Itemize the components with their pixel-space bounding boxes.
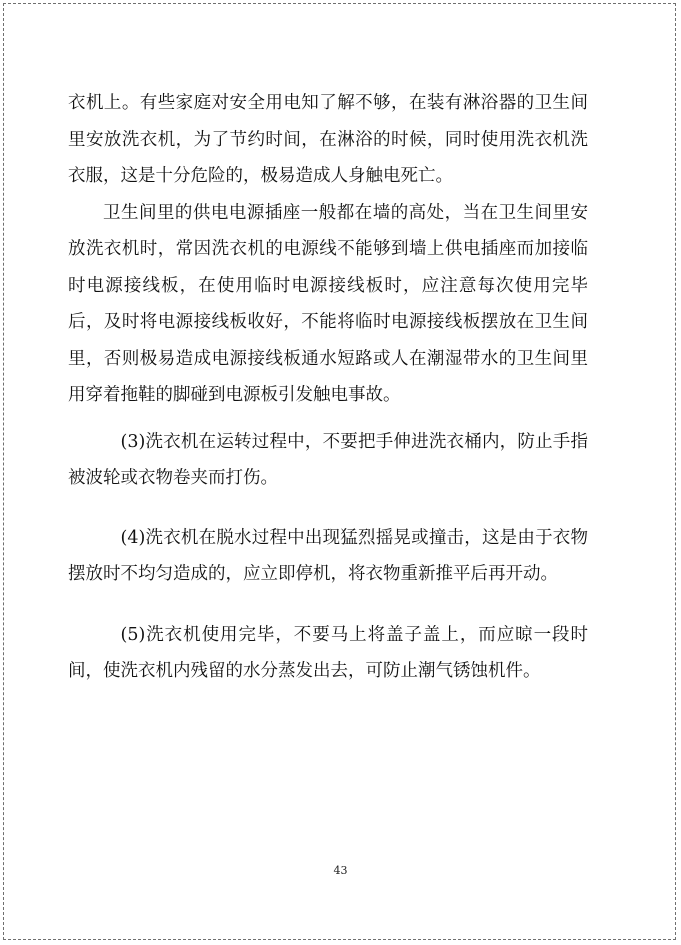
paragraph-continuation: 衣机上。有些家庭对安全用电知了解不够，在装有淋浴器的卫生间里安放洗衣机，为了节约时间，在淋浴的时候，同时使用洗衣机洗衣服，这是十分危险的，极易造成人身触电死亡。: [68, 93, 588, 186]
paragraph-socket-safety: 卫生间里的供电电源插座一般都在墙的高处，当在卫生间里安放洗衣机时，常因洗衣机的电源线不能够到墙上供电插座而加接临时电源接线板，在使用临时电源接线板时，应注意每次使用完毕后，及时将电源接线板收好，不能将临时电源接线板摆放在卫生间里，否则极易造成电源接线板通水短路或人在潮湿带水的卫生间里用穿着拖鞋的脚碰到电源板引发触电事故。: [68, 202, 588, 405]
page-number: 43: [333, 864, 348, 877]
paragraph-item-4: (4)洗衣机在脱水过程中出现猛烈摇晃或撞击，这是由于衣物摆放时不均匀造成的，应立即停机，将衣物重新推平后再开动。: [68, 527, 588, 584]
paragraph-item-3: (3)洗衣机在运转过程中，不要把手伸进洗衣桶内，防止手指被波轮或衣物卷夹而打伤。: [68, 431, 588, 488]
document-body: [68, 85, 588, 690]
paragraph-item-5: (5)洗衣机使用完毕，不要马上将盖子盖上，而应晾一段时间，使洗衣机内残留的水分蒸发出去，可防止潮气锈蚀机件。: [68, 624, 588, 681]
